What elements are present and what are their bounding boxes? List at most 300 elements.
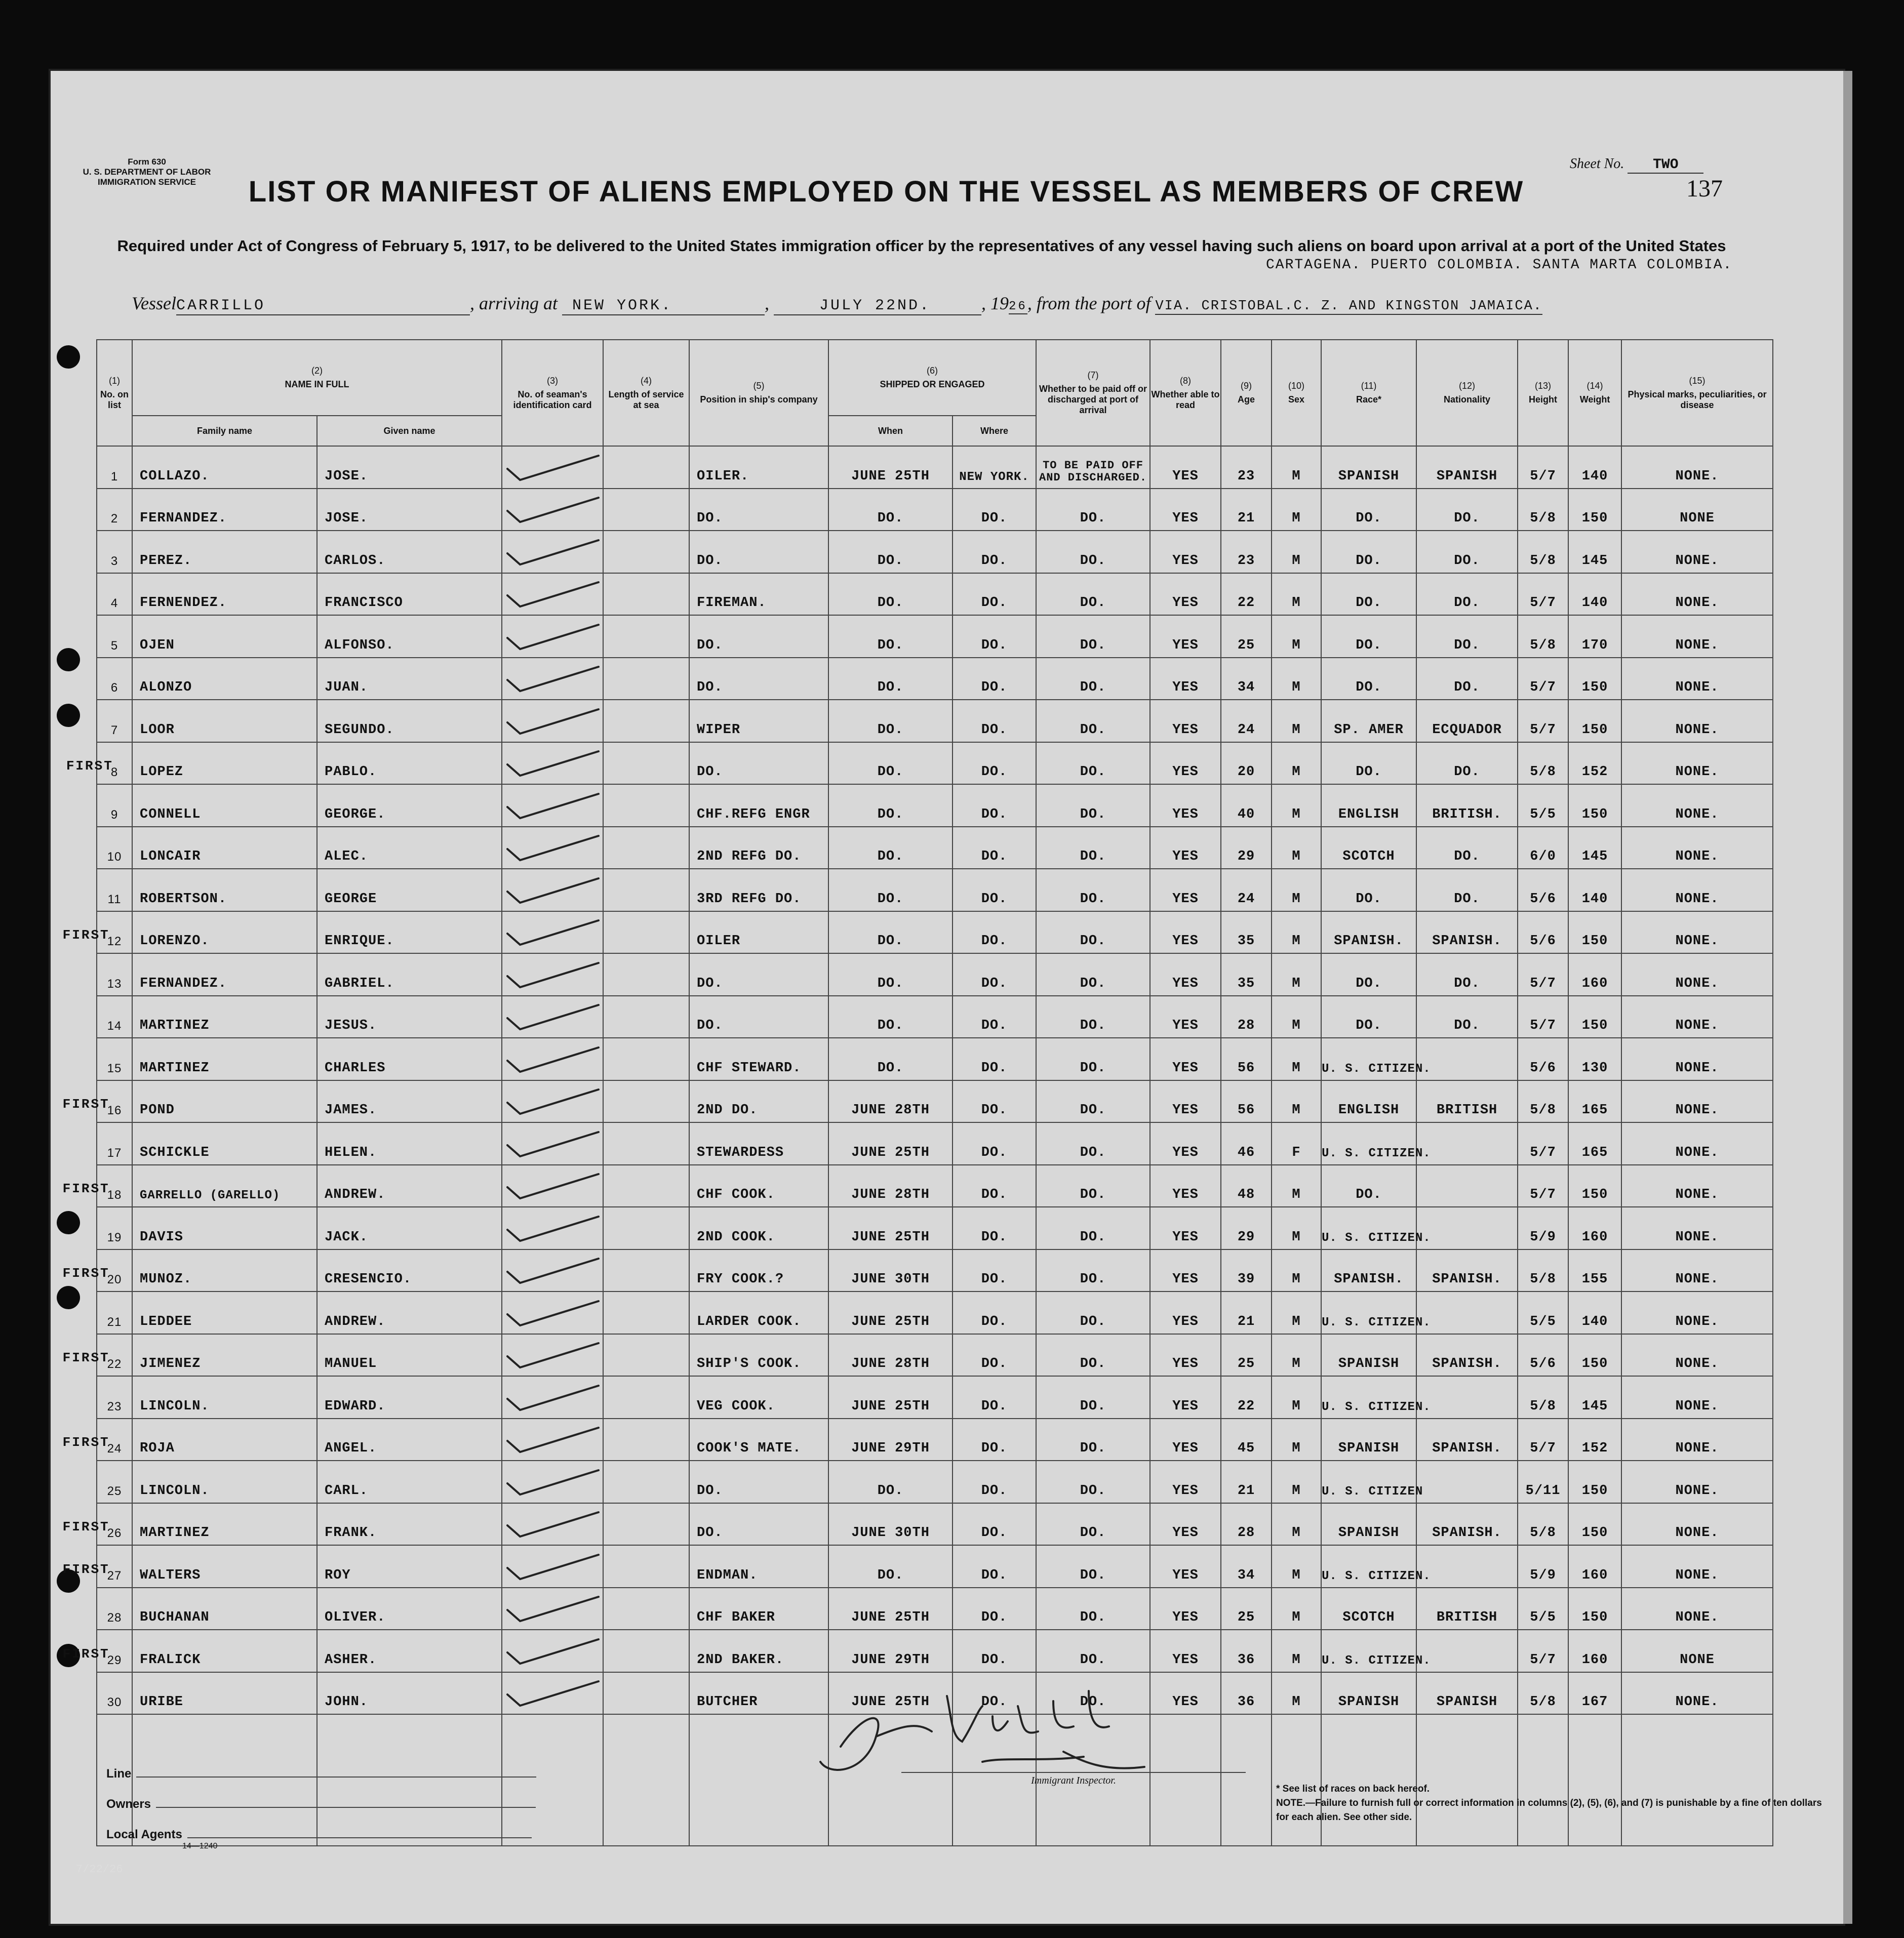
cell-paid: DO. <box>1036 1503 1150 1546</box>
checkmark-icon <box>502 1510 604 1541</box>
cell-nationality: DO. <box>1416 996 1518 1038</box>
cell-race: SPANISH <box>1321 1503 1416 1546</box>
row-number <box>97 996 132 1038</box>
cell-read: YES <box>1150 1503 1221 1546</box>
cell-nationality: DO. <box>1416 869 1518 911</box>
cell-weight: 150 <box>1568 1503 1621 1546</box>
cell-height: 5/7 <box>1518 573 1568 616</box>
table-row <box>97 827 1773 869</box>
cell-height: 5/8 <box>1518 489 1568 531</box>
id-card-checkmark <box>502 1334 603 1377</box>
row-number-value: 3 <box>110 554 118 568</box>
cell-sex: M <box>1272 784 1321 827</box>
cell-sex: M <box>1272 1588 1321 1630</box>
cell-age: 34 <box>1221 658 1272 700</box>
cell-sex: M <box>1272 1038 1321 1080</box>
cell-race: SPANISH <box>1321 1419 1416 1461</box>
cell-height: 6/0 <box>1518 827 1568 869</box>
id-card-checkmark <box>502 1249 603 1292</box>
length-of-service <box>603 1461 689 1503</box>
cell-given: ASHER. <box>317 1630 502 1672</box>
cell-sex: M <box>1272 996 1321 1038</box>
class-mark: FIRST <box>62 1181 110 1196</box>
cell-given: JOSE. <box>317 446 502 489</box>
cell-when: JUNE 25TH <box>828 1672 953 1715</box>
class-mark: FIRST <box>62 1519 110 1535</box>
row-number-value: 29 <box>107 1653 122 1667</box>
row-number <box>62 1080 132 1123</box>
row-number <box>66 742 132 785</box>
cell-read: YES <box>1150 1419 1221 1461</box>
cell-read: YES <box>1150 1630 1221 1672</box>
cell-where: DO. <box>953 1207 1036 1249</box>
cell-weight: 150 <box>1568 784 1621 827</box>
cell-sex: M <box>1272 1503 1321 1546</box>
col-given-name: Given name <box>317 416 502 446</box>
table-row <box>97 784 1773 827</box>
id-card-checkmark <box>502 869 603 911</box>
cell-race: SPANISH <box>1321 1334 1416 1377</box>
cell-weight: 150 <box>1568 658 1621 700</box>
col-shipped-engaged: (6) SHIPPED OR ENGAGED <box>828 340 1036 416</box>
cell-where: DO. <box>953 1376 1036 1419</box>
id-card-checkmark <box>502 1545 603 1588</box>
table-row <box>97 615 1773 658</box>
cell-given: CRESENCIO. <box>317 1249 502 1292</box>
cell-when: DO. <box>828 615 953 658</box>
cell-read: YES <box>1150 996 1221 1038</box>
cell-when: DO. <box>828 531 953 573</box>
checkmark-icon <box>502 538 604 569</box>
cell-family: LOPEZ <box>132 742 317 785</box>
cell-read: YES <box>1150 489 1221 531</box>
checkmark-icon <box>502 707 604 738</box>
cell-sex: M <box>1272 742 1321 785</box>
row-number <box>97 1672 132 1715</box>
cell-when: DO. <box>828 1038 953 1080</box>
length-of-service <box>603 827 689 869</box>
row-number <box>62 1545 132 1588</box>
cell-height: 5/7 <box>1518 953 1568 996</box>
table-row <box>97 1503 1773 1546</box>
cell-height: 5/9 <box>1518 1207 1568 1249</box>
table-row <box>97 1588 1773 1630</box>
row-number-value: 24 <box>107 1442 122 1456</box>
checkmark-icon <box>502 1341 604 1371</box>
table-row <box>97 911 1773 954</box>
arriving-label: arriving at <box>479 293 558 313</box>
cell-race: DO. <box>1321 573 1416 616</box>
cell-height: 5/6 <box>1518 1038 1568 1080</box>
cell-marks: NONE. <box>1621 615 1773 658</box>
cell-position: FRY COOK.? <box>689 1249 828 1292</box>
cell-read: YES <box>1150 446 1221 489</box>
owners-label: Owners <box>106 1797 151 1811</box>
cell-nationality <box>1416 1461 1518 1503</box>
cell-height: 5/7 <box>1518 1122 1568 1165</box>
row-number <box>97 827 132 869</box>
row-number <box>97 869 132 911</box>
cell-race: DO. <box>1321 531 1416 573</box>
row-number <box>97 1038 132 1080</box>
cell-age: 21 <box>1221 489 1272 531</box>
row-number <box>97 1461 132 1503</box>
cell-height: 5/5 <box>1518 1588 1568 1630</box>
cell-height: 5/8 <box>1518 1376 1568 1419</box>
blank-cell <box>1518 1714 1568 1846</box>
cell-age: 24 <box>1221 869 1272 911</box>
table-row <box>97 1291 1773 1334</box>
cell-height: 5/7 <box>1518 996 1568 1038</box>
cell-nationality: SPANISH <box>1416 1672 1518 1715</box>
table-row <box>97 531 1773 573</box>
length-of-service <box>603 1038 689 1080</box>
cell-paid: DO. <box>1036 573 1150 616</box>
cell-read: YES <box>1150 1588 1221 1630</box>
cell-where: NEW YORK. <box>953 446 1036 489</box>
cell-family: MUNOZ. <box>132 1249 317 1292</box>
row-number-value: 11 <box>107 892 122 906</box>
cell-race: U. S. CITIZEN. <box>1321 1038 1416 1080</box>
cell-paid: DO. <box>1036 1588 1150 1630</box>
cell-where: DO. <box>953 658 1036 700</box>
cell-paid: DO. <box>1036 784 1150 827</box>
year-suffix: 26 <box>1009 300 1027 313</box>
cell-position: COOK'S MATE. <box>689 1419 828 1461</box>
punch-hole <box>57 704 80 727</box>
row-number-value: 5 <box>110 638 118 653</box>
cell-weight: 150 <box>1568 1165 1621 1207</box>
cell-where: DO. <box>953 1291 1036 1334</box>
footer-agents-field <box>106 1828 532 1851</box>
cell-marks: NONE. <box>1621 1207 1773 1249</box>
cell-marks: NONE. <box>1621 446 1773 489</box>
length-of-service <box>603 784 689 827</box>
id-card-checkmark <box>502 1461 603 1503</box>
cell-read: YES <box>1150 953 1221 996</box>
cell-age: 25 <box>1221 1588 1272 1630</box>
cell-position: DO. <box>689 996 828 1038</box>
cell-marks: NONE. <box>1621 1545 1773 1588</box>
cell-weight: 150 <box>1568 911 1621 954</box>
page-title: LIST OR MANIFEST OF ALIENS EMPLOYED ON THE VESSEL AS MEMBERS OF CREW <box>248 175 1524 208</box>
cell-race: U. S. CITIZEN. <box>1321 1376 1416 1419</box>
cell-family: FERNENDEZ. <box>132 573 317 616</box>
cell-paid: DO. <box>1036 996 1150 1038</box>
cell-where: DO. <box>953 784 1036 827</box>
cell-given: GABRIEL. <box>317 953 502 996</box>
row-number <box>62 911 132 954</box>
cell-marks: NONE. <box>1621 1165 1773 1207</box>
cell-given: JESUS. <box>317 996 502 1038</box>
id-card-checkmark <box>502 1672 603 1715</box>
cell-paid: DO. <box>1036 1291 1150 1334</box>
checkmark-icon <box>502 496 604 526</box>
cell-marks: NONE. <box>1621 1419 1773 1461</box>
cell-paid: TO BE PAID OFF AND DISCHARGED. <box>1036 446 1150 489</box>
cell-paid: DO. <box>1036 1419 1150 1461</box>
cell-sex: M <box>1272 1334 1321 1377</box>
col-nationality: (12) Nationality <box>1416 340 1518 446</box>
cell-family: MARTINEZ <box>132 996 317 1038</box>
row-number <box>97 953 132 996</box>
cell-where: DO. <box>953 1503 1036 1546</box>
cell-given: JACK. <box>317 1207 502 1249</box>
cell-nationality: BRITISH <box>1416 1080 1518 1123</box>
length-of-service <box>603 1588 689 1630</box>
cell-sex: M <box>1272 1419 1321 1461</box>
checkmark-icon <box>502 1257 604 1287</box>
id-card-checkmark <box>502 1291 603 1334</box>
cell-paid: DO. <box>1036 615 1150 658</box>
cell-position: DO. <box>689 742 828 785</box>
table-row <box>97 1080 1773 1123</box>
year-prefix: 19 <box>990 293 1009 313</box>
cell-nationality: SPANISH. <box>1416 1503 1518 1546</box>
cell-when: DO. <box>828 1545 953 1588</box>
cell-family: URIBE <box>132 1672 317 1715</box>
cell-paid: DO. <box>1036 658 1150 700</box>
cell-race: DO. <box>1321 489 1416 531</box>
cell-family: SCHICKLE <box>132 1122 317 1165</box>
cell-weight: 160 <box>1568 953 1621 996</box>
id-card-checkmark <box>502 953 603 996</box>
cell-family: FERNANDEZ. <box>132 953 317 996</box>
cell-nationality <box>1416 1545 1518 1588</box>
id-card-checkmark <box>502 742 603 785</box>
cell-position: DO. <box>689 1503 828 1546</box>
cell-when: JUNE 28TH <box>828 1334 953 1377</box>
footer-notes <box>1276 1782 1823 1825</box>
cell-race: DO. <box>1321 1165 1416 1207</box>
id-card-checkmark <box>502 1630 603 1672</box>
arriving-port: NEW YORK. <box>562 297 765 315</box>
cell-position: DO. <box>689 489 828 531</box>
id-card-checkmark <box>502 531 603 573</box>
cell-weight: 155 <box>1568 1249 1621 1292</box>
cell-given: JOSE. <box>317 489 502 531</box>
cell-sex: M <box>1272 1545 1321 1588</box>
cell-given: ALFONSO. <box>317 615 502 658</box>
row-number-value: 13 <box>107 977 122 991</box>
cell-height: 5/8 <box>1518 531 1568 573</box>
cell-read: YES <box>1150 1249 1221 1292</box>
class-mark: FIRST <box>62 1097 110 1112</box>
row-number <box>62 1630 132 1672</box>
cell-race: SPANISH. <box>1321 1249 1416 1292</box>
checkmark-icon <box>502 623 604 653</box>
crew-table <box>62 339 1773 1846</box>
cell-paid: DO. <box>1036 1545 1150 1588</box>
col-age: (9) Age <box>1221 340 1272 446</box>
length-of-service <box>603 658 689 700</box>
cell-marks: NONE. <box>1621 1291 1773 1334</box>
cell-sex: M <box>1272 1461 1321 1503</box>
cell-sex: M <box>1272 446 1321 489</box>
cell-weight: 150 <box>1568 700 1621 742</box>
manifest-page <box>51 71 1843 1924</box>
form-number: Form 630 <box>128 157 166 167</box>
cell-height: 5/8 <box>1518 1249 1568 1292</box>
cell-when: JUNE 25TH <box>828 1376 953 1419</box>
cell-age: 28 <box>1221 1503 1272 1546</box>
class-mark: FIRST <box>62 1350 110 1365</box>
cell-race: SCOTCH <box>1321 827 1416 869</box>
cell-marks: NONE. <box>1621 531 1773 573</box>
cell-nationality: SPANISH. <box>1416 911 1518 954</box>
cell-family: POND <box>132 1080 317 1123</box>
cell-age: 23 <box>1221 531 1272 573</box>
races-note: * See list of races on back hereof. <box>1276 1784 1430 1794</box>
cell-weight: 150 <box>1568 1461 1621 1503</box>
row-number-value: 1 <box>110 469 118 483</box>
row-number <box>62 1503 132 1546</box>
cell-read: YES <box>1150 615 1221 658</box>
cell-family: MARTINEZ <box>132 1038 317 1080</box>
cell-paid: DO. <box>1036 911 1150 954</box>
cell-marks: NONE. <box>1621 911 1773 954</box>
cell-age: 22 <box>1221 573 1272 616</box>
cell-when: DO. <box>828 911 953 954</box>
blank-cell <box>1272 1714 1321 1846</box>
cell-height: 5/8 <box>1518 1080 1568 1123</box>
cell-read: YES <box>1150 742 1221 785</box>
cell-sex: M <box>1272 1207 1321 1249</box>
length-of-service <box>603 1207 689 1249</box>
cell-paid: DO. <box>1036 742 1150 785</box>
cell-given: HELEN. <box>317 1122 502 1165</box>
cell-where: DO. <box>953 1122 1036 1165</box>
cell-marks: NONE. <box>1621 1080 1773 1123</box>
cell-position: WIPER <box>689 700 828 742</box>
cell-family: LEDDEE <box>132 1291 317 1334</box>
cell-sex: M <box>1272 1376 1321 1419</box>
blank-cell <box>1321 1714 1416 1846</box>
row-number <box>97 700 132 742</box>
cell-where: DO. <box>953 531 1036 573</box>
cell-given: ANDREW. <box>317 1165 502 1207</box>
length-of-service <box>603 700 689 742</box>
cell-marks: NONE. <box>1621 700 1773 742</box>
cell-family: PEREZ. <box>132 531 317 573</box>
cell-paid: DO. <box>1036 1165 1150 1207</box>
cell-height: 5/8 <box>1518 742 1568 785</box>
cell-marks: NONE. <box>1621 784 1773 827</box>
cell-read: YES <box>1150 531 1221 573</box>
cell-sex: F <box>1272 1122 1321 1165</box>
row-number <box>97 615 132 658</box>
cell-given: PABLO. <box>317 742 502 785</box>
col-sex: (10) Sex <box>1272 340 1321 446</box>
cell-paid: DO. <box>1036 1334 1150 1377</box>
cell-where: DO. <box>953 1249 1036 1292</box>
table-row <box>97 446 1773 489</box>
table-row <box>97 1376 1773 1419</box>
cell-nationality: BRITISH. <box>1416 784 1518 827</box>
cell-race: SP. AMER <box>1321 700 1416 742</box>
page-number: 137 <box>1686 175 1723 202</box>
cell-height: 5/7 <box>1518 658 1568 700</box>
cell-age: 23 <box>1221 446 1272 489</box>
id-card-checkmark <box>502 1419 603 1461</box>
cell-sex: M <box>1272 700 1321 742</box>
length-of-service <box>603 531 689 573</box>
cell-marks: NONE. <box>1621 1334 1773 1377</box>
agents-label: Local Agents <box>106 1828 182 1841</box>
id-card-checkmark <box>502 1122 603 1165</box>
cell-paid: DO. <box>1036 700 1150 742</box>
cell-when: JUNE 25TH <box>828 1291 953 1334</box>
agents-code: 14—1240 <box>182 1842 218 1850</box>
cell-marks: NONE. <box>1621 1461 1773 1503</box>
inspector-label: Immigrant Inspector. <box>901 1772 1246 1787</box>
checkmark-icon <box>502 580 604 611</box>
checkmark-icon <box>502 1215 604 1245</box>
checkmark-icon <box>502 1637 604 1668</box>
cell-position: SHIP'S COOK. <box>689 1334 828 1377</box>
cell-given: ANGEL. <box>317 1419 502 1461</box>
cell-read: YES <box>1150 1461 1221 1503</box>
penalty-note: NOTE.—Failure to furnish full or correct information in columns (2), (5), (6), and (7) is punishable by a fine of ten dollars for each alien. See other side. <box>1276 1798 1822 1823</box>
cell-race: U. S. CITIZEN. <box>1321 1291 1416 1334</box>
table-row <box>97 1630 1773 1672</box>
cell-where: DO. <box>953 911 1036 954</box>
cell-position: VEG COOK. <box>689 1376 828 1419</box>
id-card-checkmark <box>502 573 603 616</box>
row-number <box>62 1419 132 1461</box>
cell-height: 5/5 <box>1518 1291 1568 1334</box>
cell-sex: M <box>1272 531 1321 573</box>
cell-paid: DO. <box>1036 1249 1150 1292</box>
length-of-service <box>603 911 689 954</box>
vessel-label: Vessel <box>132 293 176 313</box>
cell-given: GEORGE <box>317 869 502 911</box>
cell-position: BUTCHER <box>689 1672 828 1715</box>
cell-family: LONCAIR <box>132 827 317 869</box>
cell-position: CHF BAKER <box>689 1588 828 1630</box>
cell-height: 5/7 <box>1518 1630 1568 1672</box>
cell-position: STEWARDESS <box>689 1122 828 1165</box>
cell-when: JUNE 30TH <box>828 1249 953 1292</box>
cell-read: YES <box>1150 700 1221 742</box>
checkmark-icon <box>502 1553 604 1583</box>
col-length-service: (4) Length of service at sea <box>603 340 689 446</box>
row-number <box>97 1376 132 1419</box>
cell-sex: M <box>1272 573 1321 616</box>
table-row <box>97 953 1773 996</box>
cell-sex: M <box>1272 489 1321 531</box>
cell-paid: DO. <box>1036 1376 1150 1419</box>
checkmark-icon <box>502 1003 604 1033</box>
cell-given: JUAN. <box>317 658 502 700</box>
length-of-service <box>603 742 689 785</box>
class-mark: FIRST <box>62 1266 110 1281</box>
length-of-service <box>603 1672 689 1715</box>
cell-where: DO. <box>953 869 1036 911</box>
line-label: Line <box>106 1767 132 1781</box>
checkmark-icon <box>502 1679 604 1710</box>
id-card-checkmark <box>502 615 603 658</box>
cell-when: JUNE 28TH <box>828 1080 953 1123</box>
punch-hole <box>57 1286 80 1309</box>
cell-family: ALONZO <box>132 658 317 700</box>
length-of-service <box>603 446 689 489</box>
cell-height: 5/6 <box>1518 1334 1568 1377</box>
row-number <box>97 1588 132 1630</box>
cell-where: DO. <box>953 1419 1036 1461</box>
cell-age: 28 <box>1221 996 1272 1038</box>
cell-position: 2ND BAKER. <box>689 1630 828 1672</box>
